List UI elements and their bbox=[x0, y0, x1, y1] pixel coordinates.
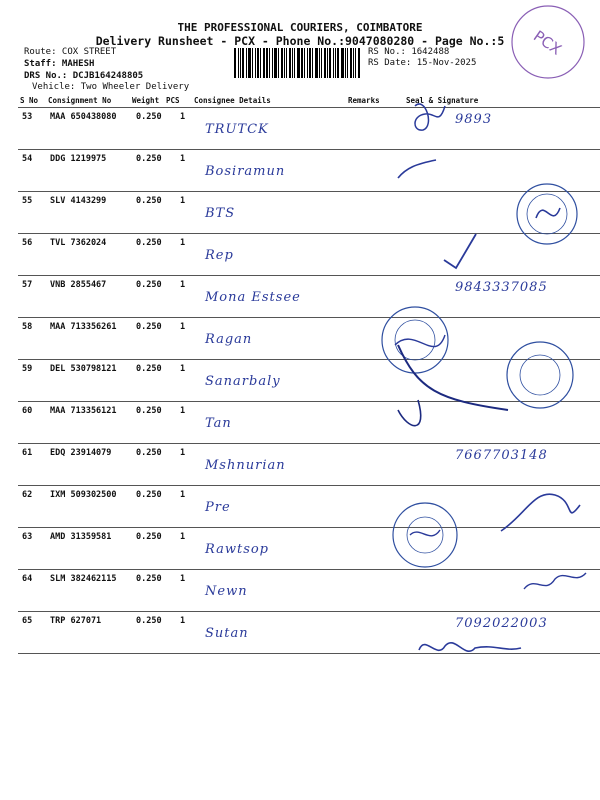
row-consignee-handwriting: TRUTCK bbox=[205, 122, 269, 137]
row-consignment: DDG 1219975 bbox=[50, 154, 107, 164]
row-consignee-handwriting: Bosiramun bbox=[205, 164, 286, 179]
row-sno: 59 bbox=[22, 364, 33, 374]
row-sno: 56 bbox=[22, 238, 33, 248]
barcode-bar bbox=[257, 48, 259, 78]
row-pcs: 1 bbox=[180, 112, 186, 122]
barcode-bar bbox=[312, 48, 313, 78]
barcode-bar bbox=[329, 48, 331, 78]
row-sno: 65 bbox=[22, 616, 33, 626]
rs-number: RS No.: 1642488 bbox=[368, 47, 450, 57]
barcode-bar bbox=[263, 48, 265, 78]
row-weight: 0.250 bbox=[136, 490, 162, 500]
barcode-bar bbox=[292, 48, 293, 78]
barcode-bar bbox=[355, 48, 356, 78]
barcode-bar bbox=[321, 48, 322, 78]
row-pcs: 1 bbox=[180, 238, 186, 248]
barcode-bar bbox=[240, 48, 241, 78]
signature-62 bbox=[495, 485, 585, 535]
drs-label: DRS No.: DCJB164248805 bbox=[24, 71, 144, 81]
row-sno: 57 bbox=[22, 280, 33, 290]
row-sno: 64 bbox=[22, 574, 33, 584]
row-weight: 0.250 bbox=[136, 112, 162, 122]
col-consignment: Consignment No bbox=[48, 96, 112, 105]
row-weight: 0.250 bbox=[136, 322, 162, 332]
vehicle-label: Vehicle: Two Wheeler Delivery bbox=[32, 82, 190, 92]
col-consignee: Consignee Details bbox=[194, 96, 271, 105]
row-consignment: TVL 7362024 bbox=[50, 238, 107, 248]
barcode-bar bbox=[289, 48, 291, 78]
barcode-bar bbox=[284, 48, 285, 78]
row-divider bbox=[18, 611, 600, 612]
row-weight: 0.250 bbox=[136, 448, 162, 458]
barcode-bar bbox=[309, 48, 311, 78]
row-consignee-handwriting: Tan bbox=[205, 416, 232, 431]
row-pcs: 1 bbox=[180, 448, 186, 458]
row-consignment: SLM 382462115 bbox=[50, 574, 117, 584]
row-consignment: EDQ 23914079 bbox=[50, 448, 112, 458]
row-handwritten-number: 7092022003 bbox=[455, 616, 548, 631]
pcx-stamp bbox=[508, 2, 588, 82]
row-sno: 58 bbox=[22, 322, 33, 332]
row-pcs: 1 bbox=[180, 364, 186, 374]
barcode-bar bbox=[301, 48, 303, 78]
row-handwritten-number: 7667703148 bbox=[455, 448, 548, 463]
row-consignment: VNB 2855467 bbox=[50, 280, 107, 290]
col-pcs: PCS bbox=[166, 96, 180, 105]
row-weight: 0.250 bbox=[136, 532, 162, 542]
col-seal: Seal & Signature bbox=[406, 96, 479, 105]
company-title: THE PROFESSIONAL COURIERS, COIMBATORE bbox=[177, 21, 423, 34]
runsheet-subtitle: Delivery Runsheet - PCX - Phone No.:9047080280 - Page No.:5 bbox=[95, 34, 505, 48]
row-divider bbox=[18, 443, 600, 444]
row-consignee-handwriting: Mshnurian bbox=[205, 458, 286, 473]
row-weight: 0.250 bbox=[136, 280, 162, 290]
barcode-bar bbox=[297, 48, 300, 78]
row-weight: 0.250 bbox=[136, 406, 162, 416]
row-consignment: DEL 530798121 bbox=[50, 364, 117, 374]
row-consignee-handwriting: Sanarbaly bbox=[205, 374, 281, 389]
row-sno: 55 bbox=[22, 196, 33, 206]
row-divider bbox=[18, 317, 600, 318]
row-consignment: IXM 509302500 bbox=[50, 490, 117, 500]
barcode-bar bbox=[252, 48, 253, 78]
row-sno: 62 bbox=[22, 490, 33, 500]
barcode-bar bbox=[266, 48, 268, 78]
barcode-bar bbox=[304, 48, 305, 78]
row-consignee-handwriting: BTS bbox=[205, 206, 236, 221]
row-sno: 60 bbox=[22, 406, 33, 416]
barcode-bar bbox=[260, 48, 261, 78]
row-weight: 0.250 bbox=[136, 574, 162, 584]
barcode-bar bbox=[335, 48, 336, 78]
row-sno: 61 bbox=[22, 448, 33, 458]
row-weight: 0.250 bbox=[136, 364, 162, 374]
barcode-bar bbox=[350, 48, 352, 78]
row-consignee-handwriting: Ragan bbox=[205, 332, 253, 347]
row-sno: 63 bbox=[22, 532, 33, 542]
row-consignee-handwriting: Rawtsop bbox=[205, 542, 270, 557]
row-consignee-handwriting: Newn bbox=[205, 584, 248, 599]
row-pcs: 1 bbox=[180, 490, 186, 500]
row-sno: 54 bbox=[22, 154, 33, 164]
barcode-bar bbox=[269, 48, 270, 78]
row-weight: 0.250 bbox=[136, 154, 162, 164]
row-consignment: MAA 713356261 bbox=[50, 322, 117, 332]
stamp-sparks bbox=[500, 182, 595, 246]
row-consignment: MAA 650438080 bbox=[50, 112, 117, 122]
row-pcs: 1 bbox=[180, 154, 186, 164]
signature-53 bbox=[395, 96, 595, 156]
row-consignment: SLV 4143299 bbox=[50, 196, 107, 206]
row-consignee-handwriting: Mona Estsee bbox=[205, 290, 301, 305]
rs-date: RS Date: 15-Nov-2025 bbox=[368, 58, 477, 68]
barcode-bar bbox=[337, 48, 339, 78]
row-weight: 0.250 bbox=[136, 196, 162, 206]
barcode-bar bbox=[294, 48, 295, 78]
barcode-bar bbox=[278, 48, 279, 78]
barcode-bar bbox=[238, 48, 239, 78]
row-handwritten-number: 9843337085 bbox=[455, 280, 548, 295]
barcode-bar bbox=[345, 48, 346, 78]
row-pcs: 1 bbox=[180, 616, 186, 626]
row-weight: 0.250 bbox=[136, 616, 162, 626]
row-consignee-handwriting: Pre bbox=[205, 500, 231, 515]
staff-label: Staff: MAHESH bbox=[24, 59, 95, 69]
row-consignee-handwriting: Sutan bbox=[205, 626, 249, 641]
barcode-bar bbox=[286, 48, 287, 78]
signature-54 bbox=[396, 156, 456, 186]
barcode-bar bbox=[255, 48, 256, 78]
stamp-circle-63 bbox=[390, 500, 460, 570]
barcode-bar bbox=[281, 48, 283, 78]
row-pcs: 1 bbox=[180, 406, 186, 416]
barcode-bar bbox=[274, 48, 277, 78]
barcode-bar bbox=[307, 48, 308, 78]
barcode-bar bbox=[242, 48, 244, 78]
barcode-bar bbox=[333, 48, 334, 78]
row-sno: 53 bbox=[22, 112, 33, 122]
barcode-bar bbox=[315, 48, 318, 78]
barcode-bar bbox=[324, 48, 326, 78]
signature-65 bbox=[415, 630, 525, 670]
row-pcs: 1 bbox=[180, 196, 186, 206]
barcode-bar bbox=[234, 48, 236, 78]
barcode-bar bbox=[347, 48, 348, 78]
row-pcs: 1 bbox=[180, 574, 186, 584]
col-weight: Weight bbox=[132, 96, 160, 105]
route-label: Route: COX STREET bbox=[24, 47, 117, 57]
col-remarks: Remarks bbox=[348, 96, 380, 105]
row-consignee-handwriting: Rep bbox=[205, 248, 234, 263]
barcode-bar bbox=[341, 48, 344, 78]
row-handwritten-number: 9893 bbox=[455, 112, 493, 127]
barcode-bar bbox=[353, 48, 354, 78]
signature-59-60 bbox=[378, 340, 518, 440]
barcode-bar bbox=[319, 48, 320, 78]
col-sno: S No bbox=[20, 96, 39, 105]
barcode bbox=[234, 48, 362, 78]
row-pcs: 1 bbox=[180, 532, 186, 542]
signature-56 bbox=[440, 230, 480, 270]
barcode-bar bbox=[358, 48, 360, 78]
row-pcs: 1 bbox=[180, 322, 186, 332]
signature-64 bbox=[520, 565, 590, 595]
barcode-bar bbox=[272, 48, 273, 78]
row-divider bbox=[18, 569, 600, 570]
row-divider bbox=[18, 275, 600, 276]
barcode-bar bbox=[327, 48, 328, 78]
row-weight: 0.250 bbox=[136, 238, 162, 248]
barcode-bar bbox=[248, 48, 251, 78]
row-pcs: 1 bbox=[180, 280, 186, 290]
row-consignment: AMD 31359581 bbox=[50, 532, 112, 542]
pcx-stamp-text: PCX bbox=[530, 26, 565, 59]
barcode-bar bbox=[246, 48, 247, 78]
row-consignment: TRP 627071 bbox=[50, 616, 102, 626]
row-consignment: MAA 713356121 bbox=[50, 406, 117, 416]
